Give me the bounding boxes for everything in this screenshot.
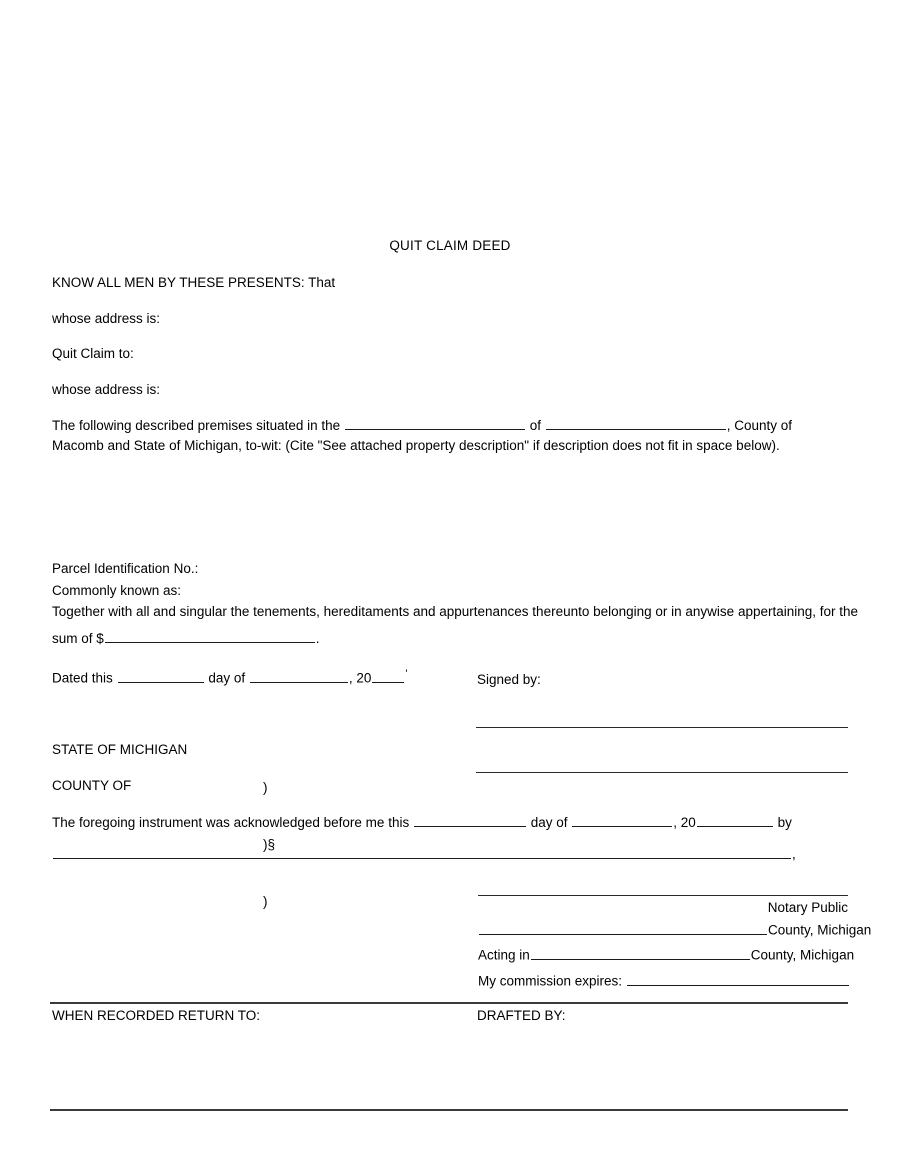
- ack-day-of: day of: [530, 815, 568, 830]
- sum-amount-blank[interactable]: [105, 630, 315, 643]
- ack-month-blank[interactable]: [572, 814, 672, 827]
- ack-name-line-group: [52, 843, 852, 864]
- ack-name-comma: ,: [792, 846, 796, 862]
- footer-top-rule: [50, 1002, 848, 1004]
- dated-year-blank[interactable]: [372, 669, 404, 682]
- premises-lead: The following described premises situated in the: [52, 418, 341, 433]
- ack-lead: The foregoing instrument was acknowledged before me this: [52, 815, 410, 830]
- grantee-address-label: whose address is:: [52, 382, 161, 397]
- grantor-address-label: whose address is:: [52, 311, 161, 326]
- sum-suffix: .: [315, 631, 320, 646]
- ack-day-blank[interactable]: [414, 814, 526, 827]
- dated-prefix: Dated this: [52, 670, 113, 686]
- commission-expires-blank[interactable]: [627, 970, 849, 986]
- premises-paragraph: [52, 416, 852, 455]
- premises-line2: Macomb and State of Michigan, to-wit: (Cite "See attached property description" if description does not fit in space below).: [52, 438, 780, 453]
- quit-claim-to-label: Quit Claim to:: [52, 346, 134, 361]
- acting-in-label: Acting in: [478, 947, 530, 963]
- sum-prefix: sum of $: [52, 631, 104, 646]
- dated-tick: ': [405, 668, 408, 680]
- ack-year-blank[interactable]: [697, 814, 773, 827]
- page-title: QUIT CLAIM DEED: [389, 238, 511, 253]
- notary-public-label: Notary Public: [767, 900, 848, 915]
- notary-signature-line[interactable]: [478, 895, 848, 896]
- together-with-line: Together with all and singular the tenements, hereditaments and appurtenances thereunto belonging or in anywise appertaining, for the: [52, 604, 859, 619]
- dated-month-blank[interactable]: [250, 669, 348, 682]
- commonly-known-label: Commonly known as:: [52, 583, 182, 598]
- signed-by-label: Signed by:: [477, 672, 541, 687]
- dated-day-blank[interactable]: [118, 669, 204, 682]
- premises-tail: , County of: [726, 418, 793, 433]
- notary-county-group: [478, 919, 871, 940]
- acting-in-county-michigan-label: County, Michigan: [750, 947, 855, 963]
- know-all-men-line: KNOW ALL MEN BY THESE PRESENTS: That: [52, 275, 336, 290]
- municipality-blank[interactable]: [345, 417, 525, 430]
- sum-of-line: [52, 629, 320, 648]
- commission-expires-label: My commission expires:: [478, 973, 623, 989]
- parcel-id-label: Parcel Identification No.:: [52, 561, 199, 576]
- venue-paren-mid: )§: [263, 837, 276, 852]
- dated-year-prefix: , 20: [348, 670, 372, 686]
- ack-name-blank[interactable]: [53, 843, 791, 859]
- venue-paren-bottom: ): [263, 894, 268, 909]
- municipality-name-blank[interactable]: [546, 417, 726, 430]
- signature-line-2[interactable]: [476, 772, 848, 773]
- ack-year-prefix: , 20: [673, 815, 696, 830]
- venue-paren-top: ): [263, 780, 268, 795]
- acting-in-group: [478, 944, 854, 965]
- notary-county-michigan-label: County, Michigan: [768, 922, 872, 938]
- state-of-michigan-label: STATE OF MICHIGAN: [52, 742, 188, 757]
- acting-in-county-blank[interactable]: [531, 944, 750, 960]
- signature-line-1[interactable]: [476, 727, 848, 728]
- acknowledgment-line: [52, 813, 792, 832]
- when-recorded-return-to-label: WHEN RECORDED RETURN TO:: [52, 1008, 261, 1023]
- footer-bottom-rule: [50, 1109, 848, 1111]
- dated-this-line: [52, 665, 408, 688]
- notary-county-blank[interactable]: [479, 919, 767, 935]
- county-of-label: COUNTY OF: [52, 778, 132, 793]
- drafted-by-label: DRAFTED BY:: [477, 1008, 566, 1023]
- premises-mid: of: [529, 418, 541, 433]
- dated-day-of: day of: [208, 670, 246, 686]
- commission-expires-group: [478, 970, 850, 991]
- ack-by: by: [777, 815, 792, 830]
